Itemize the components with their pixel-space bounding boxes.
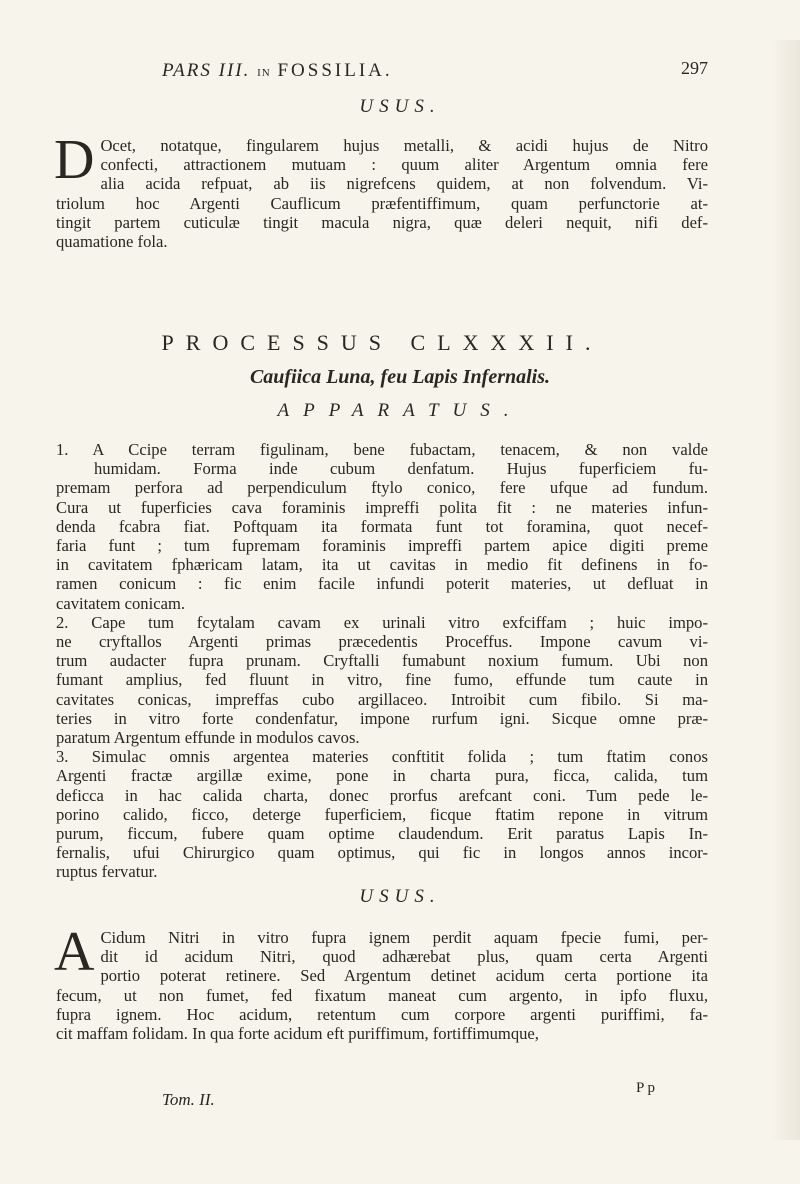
dropcap-a: A bbox=[54, 921, 95, 983]
text-line: fernalis, ufui Chirurgico quam optimus, qui fic in longos annos incor- bbox=[56, 843, 708, 863]
text-line: Cura ut fuperficies cava foraminis impreffi polita fit : ne materies infun- bbox=[56, 497, 708, 517]
text-line: cavitatem conicam. bbox=[56, 593, 185, 613]
text-line: ne cryftallos Argenti primas præcedentis Proceffus. Impone cavum vi- bbox=[56, 632, 708, 652]
gathering-signature: P p bbox=[636, 1080, 656, 1096]
text-line: confecti, attractionem mutuam : quum aliter Argentum omnia fere bbox=[100, 155, 708, 175]
text-line: purum, ficcum, fubere quam optime claudendum. Erit paratus Lapis In- bbox=[56, 824, 708, 844]
text-line: Cidum Nitri in vitro fupra ignem perdit aquam fpecie fumi, per- bbox=[100, 928, 708, 947]
usus-paragraph-2 bbox=[54, 921, 708, 1044]
page-number: 297 bbox=[681, 58, 708, 78]
text-line: portio poterat retinere. Sed Argentum detinet acidum certa portione ita bbox=[100, 966, 708, 986]
processus-heading: PROCESSUS CLXXXII. bbox=[161, 330, 603, 355]
running-title-numeral: III. bbox=[218, 60, 251, 81]
dropcap-d: D bbox=[54, 129, 95, 191]
text-line: cit maffam folidam. In qua forte acidum eft puriffimum, fortiffimumque, bbox=[56, 1024, 539, 1044]
usus-paragraph-1 bbox=[54, 129, 708, 252]
text-line: tingit partem cuticulæ tingit macula nigra, quæ deleri nequit, nifi def- bbox=[56, 212, 708, 232]
text-line: premam perfora ad perpendiculum ftylo conico, fere ufque ad fundum. bbox=[56, 478, 708, 498]
text-line: deficca in hac calida charta, donec prorfus arefcant coni. Tum pede le- bbox=[56, 785, 708, 805]
text-line: in cavitatem fphæricam latam, ita ut cavitas in medio fit definens in fo- bbox=[56, 555, 708, 575]
text-line: ruptus fervatur. bbox=[56, 862, 158, 882]
text-line: 2. Cape tum fcytalam cavam ex urinali vitro exfciffam ; huic impo- bbox=[56, 612, 708, 632]
text-line: trum audacter fupra prunam. Cryftalli fumabunt noxium fumum. Ubi non bbox=[56, 651, 708, 671]
usus-heading-2: USUS. bbox=[359, 886, 441, 907]
apparatus-paragraphs bbox=[56, 440, 708, 882]
text-line: Argenti fractæ argillæ exime, pone in charta pura, ficca, calida, tum bbox=[56, 766, 708, 786]
running-title-fossilia: FOSSILIA. bbox=[277, 60, 393, 81]
text-line: humidam. Forma inde cubum denfatum. Hujus fuperficiem fu- bbox=[94, 459, 708, 479]
text-line: cavitates conicas, impreffas cubo argillaceo. Introibit cum fibilo. Si ma- bbox=[56, 689, 708, 709]
running-head bbox=[162, 56, 708, 86]
text-line: fecum, ut non fumet, fed fixatum maneat cum argento, in ipfo fluxu, bbox=[56, 985, 708, 1005]
text-line: fupra ignem. Hoc acidum, retentum cum corpore argenti puriffimi, fa- bbox=[56, 1004, 708, 1024]
text-line: ramen conicum : fic enim facile infundi poterit materies, ut defluat in bbox=[56, 574, 708, 594]
page-edge-shade bbox=[770, 40, 800, 1140]
text-line: paratum Argentum effunde in modulos cavos. bbox=[56, 728, 360, 748]
text-line: 1. A Ccipe terram figulinam, bene fubactam, tenacem, & non valde bbox=[56, 440, 708, 459]
text-line: quamatione fola. bbox=[56, 232, 168, 252]
apparatus-heading: APPARATUS. bbox=[277, 400, 523, 421]
running-title-pars: PARS bbox=[162, 60, 212, 81]
text-line: triolum hoc Argenti Cauflicum præfentiffimum, quam perfunctorie at- bbox=[56, 193, 708, 213]
text-line: denda fcabra fiat. Poftquam ita formata funt tot foramina, quot necef- bbox=[56, 516, 708, 536]
text-line: porino calido, ficco, deterge fuperficiem, ficque ftatim repone in vitrum bbox=[56, 804, 708, 824]
running-title bbox=[162, 60, 393, 82]
text-line: dit id acidum Nitri, quod adhærebat plus, quam certa Argenti bbox=[100, 947, 708, 967]
text-line: teries in vitro forte condenfatur, impone rurfum igni. Sicque omne præ- bbox=[56, 708, 708, 728]
running-title-in: IN bbox=[257, 67, 271, 79]
volume-signature: Tom. II. bbox=[162, 1090, 215, 1109]
text-line: faria funt ; tum fupremam foraminis impreffi partem apice digiti preme bbox=[56, 536, 708, 556]
text-line: alia acida refpuat, ab iis nigrefcens quidem, at non folvendum. Vi- bbox=[100, 174, 708, 194]
processus-subtitle: Caufiica Luna, feu Lapis Infernalis. bbox=[249, 366, 551, 388]
text-line: fumant amplius, fed fluunt in vitro, fine fumo, effunde tum caute in bbox=[56, 670, 708, 690]
text-line: 3. Simulac omnis argentea materies conftitit folida ; tum ftatim conos bbox=[56, 747, 708, 767]
text-line: Ocet, notatque, fingularem hujus metalli, & acidi hujus de Nitro bbox=[100, 136, 708, 155]
usus-heading-1: USUS. bbox=[359, 96, 441, 117]
